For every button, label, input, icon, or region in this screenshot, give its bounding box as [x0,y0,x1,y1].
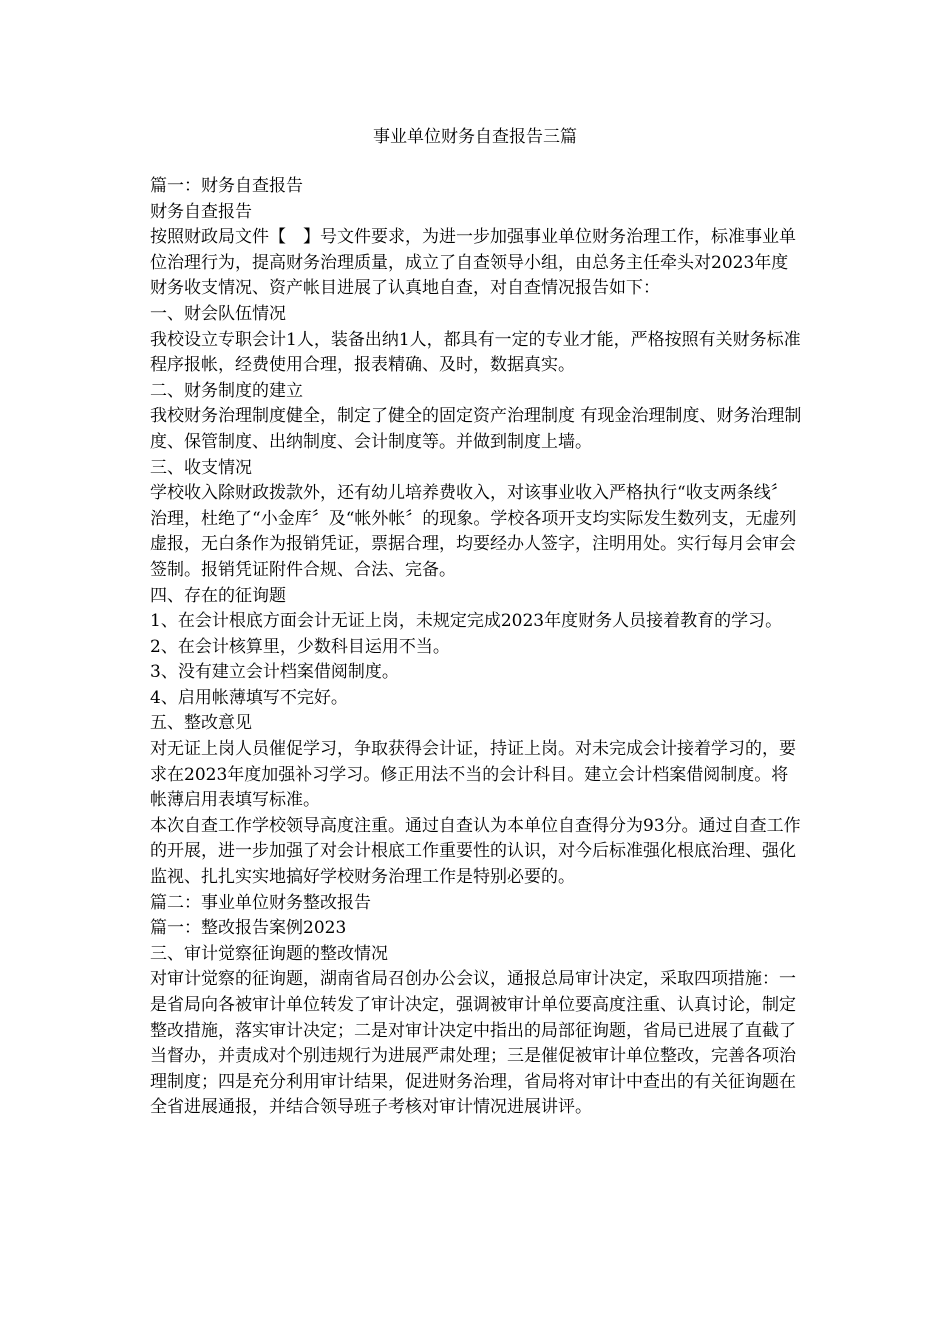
subsection-heading: 三、审计觉察征询题的整改情况 [150,943,388,964]
document-body [150,174,802,1121]
section-heading: 篇二：事业单位财务整改报告 [150,892,371,913]
subsection-heading: 一、财会队伍情况 [150,303,286,324]
subsection-heading: 三、收支情况 [150,457,252,478]
body-paragraph: 本次自查工作学校领导高度注重。通过自查认为本单位自查得分为93分。通过自查工作的开展，进一步加强了对会计根底工作重要性的认识，对今后标准强化根底治理、强化监视、扎扎实实地搞好学校财务治理工作是特别必要的。 [150,815,801,888]
body-paragraph: 学校收入除财政拨款外，还有幼儿培养费收入，对该事业收入严格执行“收支两条线〞治理，杜绝了“小金库〞及“帐外帐〞的现象。学校各项开支均实际发生数列支，无虚列虚报，无白条作为报销凭证，票据合理，均要经办人签字，注明用处。实行每月会审会签制。报销凭证附件合规、合法、完备。 [150,483,797,580]
list-item: 1、在会计根底方面会计无证上岗，未规定完成2023年度财务人员接着教育的学习。 [150,611,783,632]
subsection-heading: 五、整改意见 [150,713,252,734]
subsection-heading: 四、存在的征询题 [150,585,286,606]
body-paragraph: 对无证上岗人员催促学习，争取获得会计证，持证上岗。对未完成会计接着学习的，要求在2023年度加强补习学习。修正用法不当的会计科目。建立会计档案借阅制度。将帐薄启用表填写标准。 [150,739,796,811]
body-paragraph: 对审计觉察的征询题，湖南省局召创办公会议，通报总局审计决定，采取四项措施：一是省局向各被审计单位转发了审计决定，强调被审计单位要高度注重、认真讨论，制定整改措施，落实审计决定；二是对审计决定中指出的局部征询题，省局已进展了直截了当督办，并责成对个别违规行为进展严肃处理；三是催促被审计单位整改，完善各项治理制度；四是充分利用审计结果，促进财务治理，省局将对审计中查出的有关征询题在全省进展通报，并结合领导班子考核对审计情况进展讲评。 [150,969,796,1118]
list-item: 2、在会计核算里，少数科目运用不当。 [150,636,450,657]
list-item: 3、没有建立会计档案借阅制度。 [150,662,399,683]
list-item: 4、启用帐薄填写不完好。 [150,687,348,708]
subsection-heading: 财务自查报告 [150,201,252,222]
document-title: 事业单位财务自查报告三篇 [373,127,577,147]
body-paragraph: 按照财政局文件【 】号文件要求，为进一步加强事业单位财务治理工作，标准事业单位治理行为，提高财务治理质量，成立了自查领导小组，由总务主任牵头对2023年度财务收支情况、资产帐目进展了认真地自查，对自查情况报告如下： [150,227,796,299]
body-paragraph: 我校设立专职会计1人，装备出纳1人，都具有一定的专业才能，严格按照有关财务标准程序报帐，经费使用合理，报表精确、及时，数据真实。 [150,329,801,376]
subsection-heading: 篇一：整改报告案例2023 [150,918,347,939]
section-heading: 篇一：财务自查报告 [150,176,303,196]
subsection-heading: 二、财务制度的建立 [150,380,303,401]
body-paragraph: 我校财务治理制度健全，制定了健全的固定资产治理制度 有现金治理制度、财务治理制度、保管制度、出纳制度、会计制度等。并做到制度上墙。 [150,406,802,452]
